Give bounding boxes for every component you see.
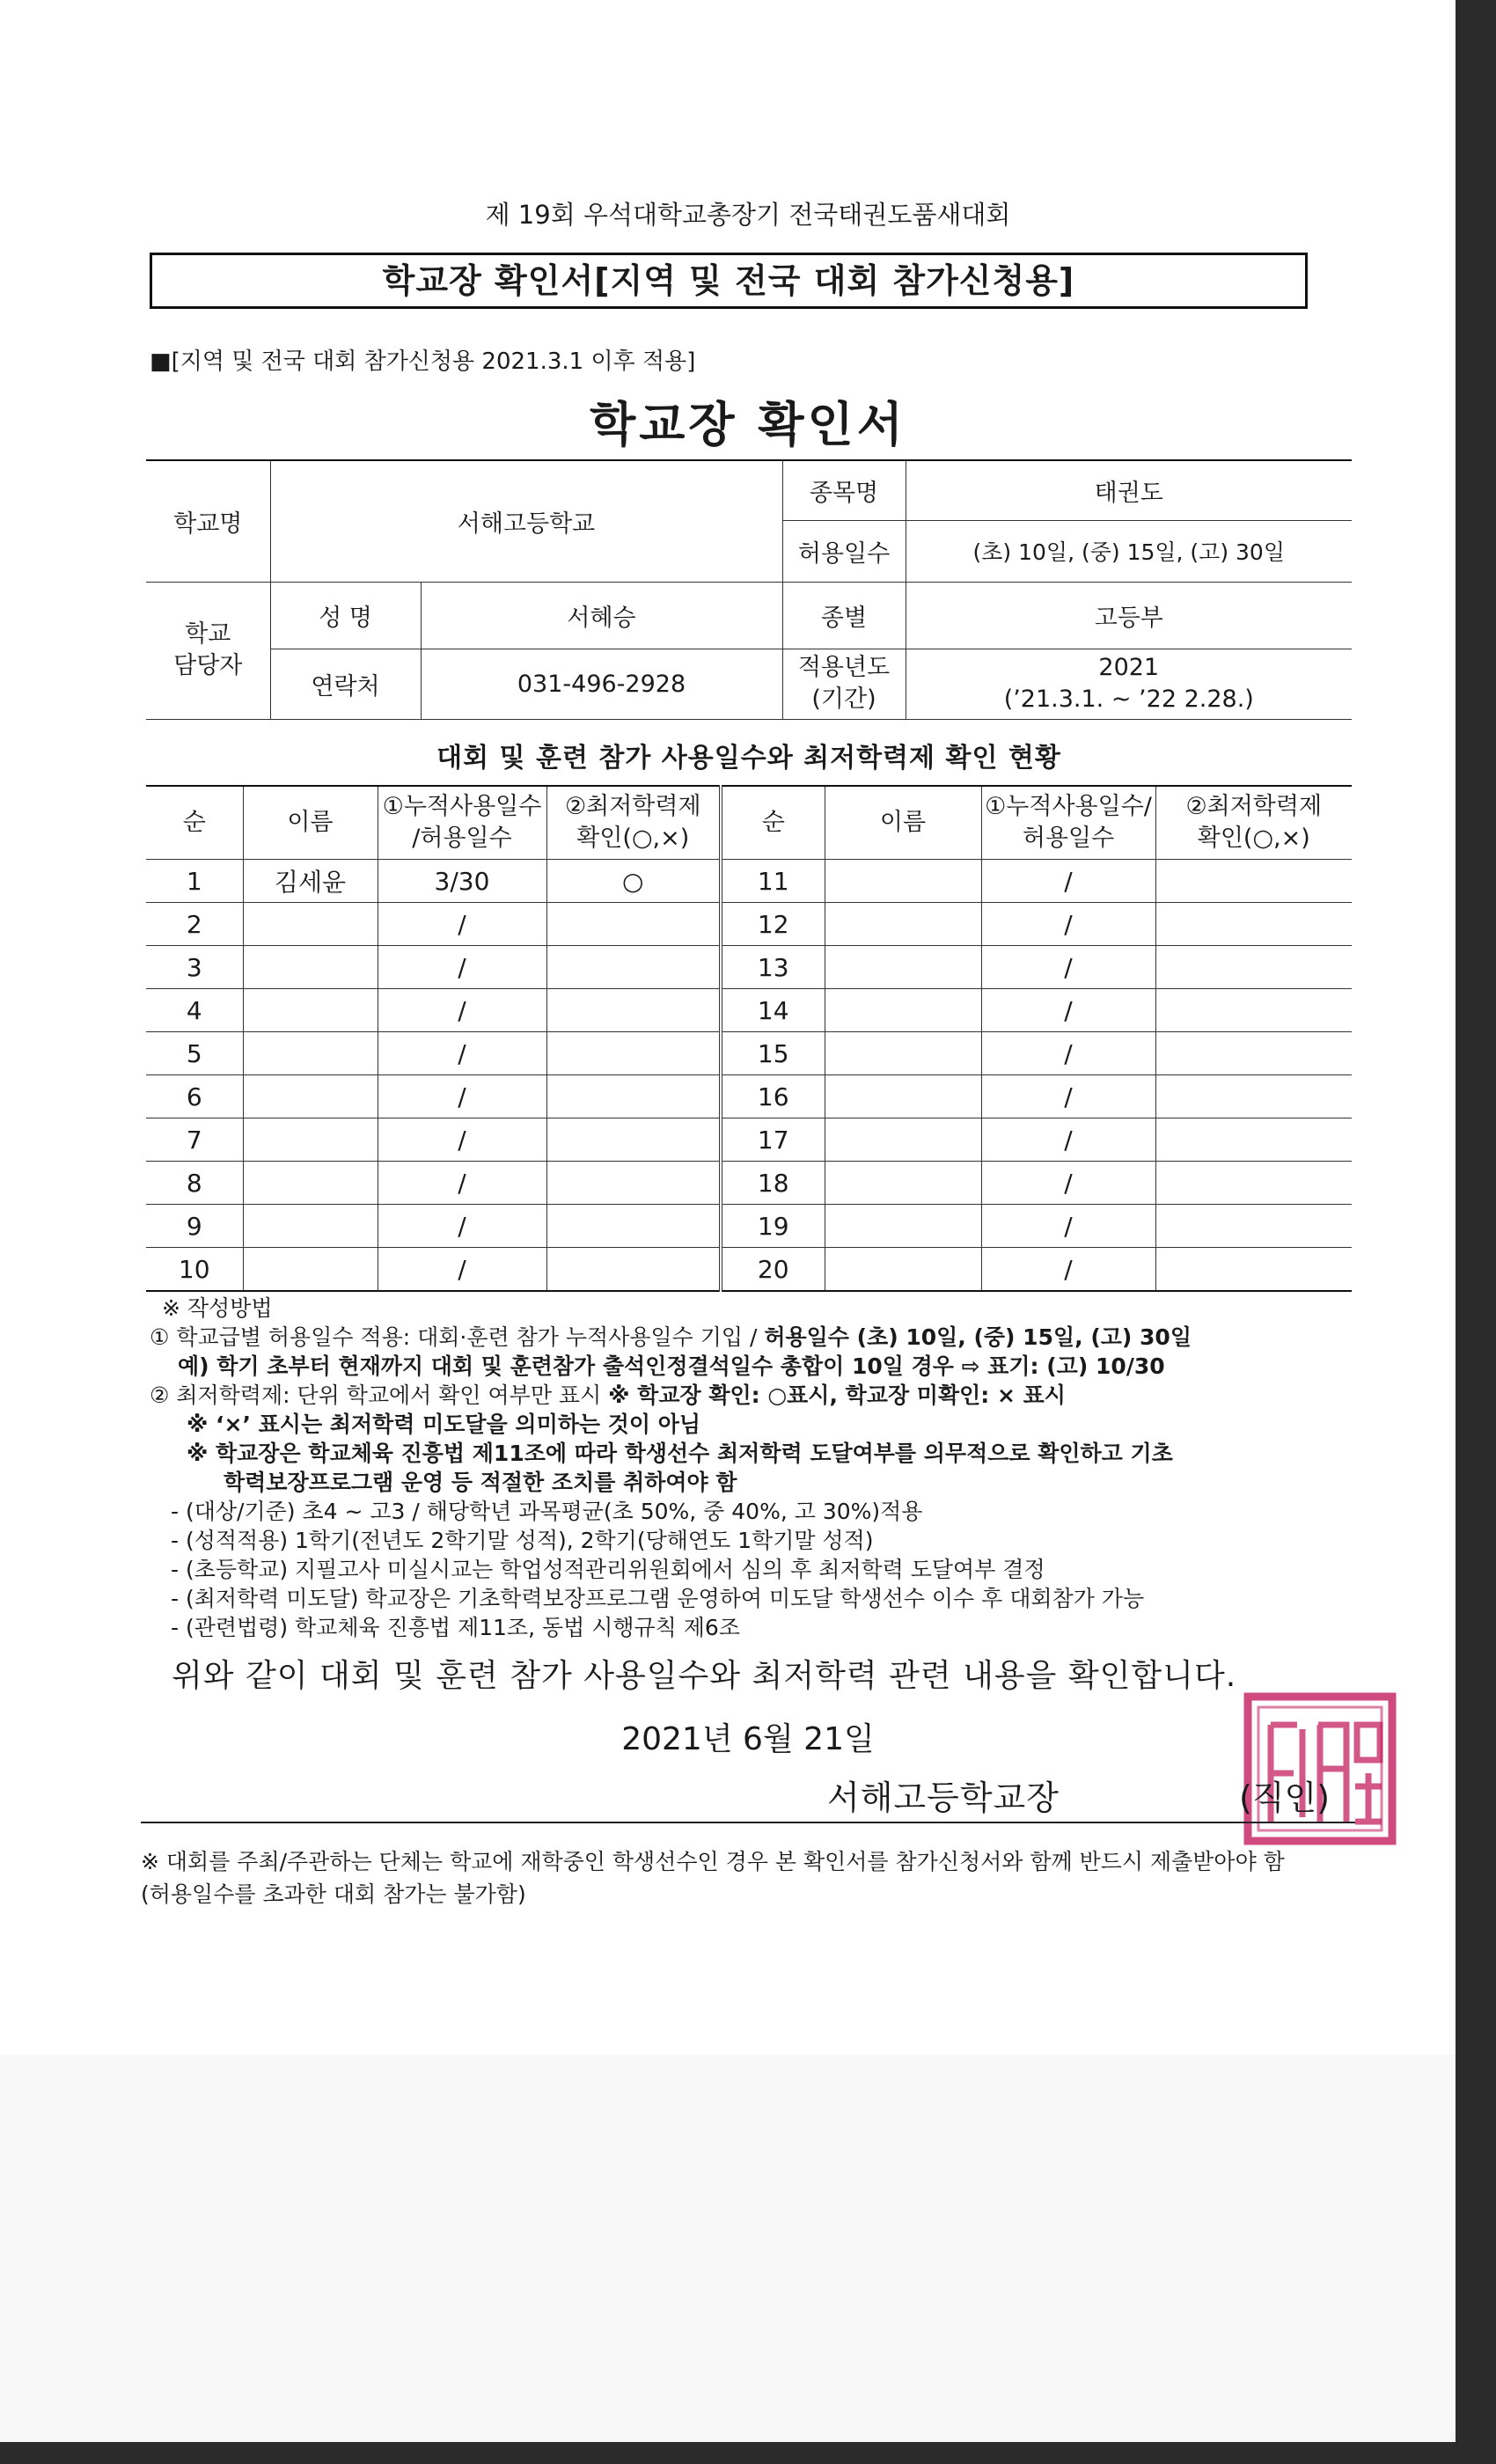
row-no-right: 19 — [721, 1205, 825, 1248]
row-no-right: 18 — [721, 1162, 825, 1205]
row-no: 10 — [146, 1248, 243, 1292]
scan-edge-right — [1456, 0, 1496, 2464]
note-4-line-2: 학력보장프로그램 운영 등 적절한 조치를 취하여야 함 — [224, 1470, 737, 1495]
row-min-right — [1155, 903, 1352, 946]
row-min-right — [1155, 1248, 1352, 1292]
header-name-right: 이름 — [825, 786, 981, 860]
header-min-2: 확인(○,×) — [576, 825, 690, 852]
detail-3: - (초등학교) 지필고사 미실시교는 학업성적관리위원회에서 심의 후 최저학력 도달여부 결정 — [171, 1557, 1045, 1582]
row-no-right: 15 — [721, 1032, 825, 1075]
note-2-b: ※ 학교장 확인: ○표시, 학교장 미확인: × 표시 — [608, 1382, 1066, 1408]
row-min-right — [1155, 1032, 1352, 1075]
row-min — [546, 903, 721, 946]
roster-row — [146, 860, 1352, 903]
row-min-right — [1155, 946, 1352, 989]
row-name — [243, 1118, 378, 1162]
row-name — [243, 946, 378, 989]
row-no: 3 — [146, 946, 243, 989]
header-min-1: ②최저학력제 — [564, 793, 701, 820]
row-no: 9 — [146, 1205, 243, 1248]
row-name — [243, 1162, 378, 1205]
row-days-right: / — [981, 946, 1155, 989]
row-min-right — [1155, 989, 1352, 1032]
row-no: 4 — [146, 989, 243, 1032]
row-no: 7 — [146, 1118, 243, 1162]
header-days-2: /허용일수 — [412, 825, 512, 852]
row-name — [243, 903, 378, 946]
row-name-right — [825, 1162, 981, 1205]
manager-label-2: 담당자 — [173, 652, 243, 679]
footnote-1: ※ 대회를 주최/주관하는 단체는 학교에 재학중인 학생선수인 경우 본 확인서를 참가신청서와 함께 반드시 제출받아야 함 — [141, 1849, 1285, 1874]
row-no-right: 17 — [721, 1118, 825, 1162]
row-min: ○ — [546, 860, 721, 903]
footnote-2: (허용일수를 초과한 대회 참가는 불가함) — [141, 1881, 526, 1907]
row-name-right — [825, 1205, 981, 1248]
school-seal — [1241, 1690, 1399, 1848]
header-days-1: ①누적사용일수 — [382, 793, 542, 820]
row-no-right: 20 — [721, 1248, 825, 1292]
detail-1: - (대상/기준) 초4 ~ 고3 / 해당학년 과목평균(초 50%, 중 40%, 고 30%)적용 — [171, 1499, 923, 1524]
row-min-right — [1155, 1118, 1352, 1162]
row-name-right — [825, 1118, 981, 1162]
row-min — [546, 1118, 721, 1162]
main-title: 학교장 확인서 — [590, 397, 906, 452]
row-min-right — [1155, 1162, 1352, 1205]
event-label: 종목명 — [782, 460, 906, 520]
row-days: / — [378, 989, 546, 1032]
name-label: 성 명 — [270, 582, 421, 649]
row-name-right — [825, 860, 981, 903]
row-name — [243, 989, 378, 1032]
row-min — [546, 989, 721, 1032]
status-title: 대회 및 훈련 참가 사용일수와 최저학력제 확인 현황 — [436, 743, 1061, 774]
row-name — [243, 1032, 378, 1075]
row-days-right: / — [981, 1118, 1155, 1162]
note-4-line-1: ※ 학교장은 학교체육 진흥법 제11조에 따라 학생선수 최저학력 도달여부를 의무적으로 확인하고 기초 — [187, 1441, 1173, 1466]
signature-divider — [141, 1822, 1355, 1823]
row-name — [243, 1205, 378, 1248]
allowed-days-label: 허용일수 — [782, 520, 906, 582]
school-label: 학교명 — [146, 460, 270, 582]
note-1-a: ① 학교급별 허용일수 적용: 대회·훈련 참가 누적사용일수 기입 / — [150, 1324, 765, 1350]
row-days-right: / — [981, 1075, 1155, 1118]
roster-row — [146, 1118, 1352, 1162]
row-no: 8 — [146, 1162, 243, 1205]
manager-label-1: 학교 — [185, 620, 231, 648]
note-2 — [150, 1381, 1066, 1410]
row-name-right — [825, 1032, 981, 1075]
header-no-right: 순 — [721, 786, 825, 860]
form-title: 학교장 확인서[지역 및 전국 대회 참가신청용] — [150, 253, 1308, 309]
note-2-a: ② 최저학력제: 단위 학교에서 확인 여부만 표시 — [150, 1382, 609, 1408]
seal-label: (직인) — [1239, 1778, 1331, 1817]
allowed-days-value: (초) 10일, (중) 15일, (고) 30일 — [906, 520, 1352, 582]
notes-heading: ※ 작성방법 — [162, 1295, 273, 1321]
row-min — [546, 1032, 721, 1075]
row-name — [243, 1075, 378, 1118]
row-name-right — [825, 946, 981, 989]
roster-row — [146, 1162, 1352, 1205]
header-days-right-1: ①누적사용일수/ — [985, 793, 1152, 820]
row-days: / — [378, 1075, 546, 1118]
contact-label: 연락처 — [270, 649, 421, 719]
row-min — [546, 1075, 721, 1118]
row-name-right — [825, 1248, 981, 1292]
header-min-right-2: 확인(○,×) — [1197, 825, 1310, 852]
row-no: 5 — [146, 1032, 243, 1075]
row-name: 김세윤 — [243, 860, 378, 903]
row-no: 2 — [146, 903, 243, 946]
row-name-right — [825, 1075, 981, 1118]
confirmation-text: 위와 같이 대회 및 훈련 참가 사용일수와 최저학력 관련 내용을 확인합니다. — [172, 1658, 1237, 1694]
row-days-right: / — [981, 860, 1155, 903]
row-days-right: / — [981, 903, 1155, 946]
header-no: 순 — [146, 786, 243, 860]
row-days: / — [378, 1032, 546, 1075]
row-days-right: / — [981, 1162, 1155, 1205]
row-days-right: / — [981, 989, 1155, 1032]
detail-4: - (최저학력 미도달) 학교장은 기초학력보장프로그램 운영하여 미도달 학생선수 이수 후 대회참가 가능 — [171, 1586, 1145, 1611]
detail-2: - (성적적용) 1학기(전년도 2학기말 성적), 2학기(당해연도 1학기말 성적) — [171, 1528, 874, 1553]
roster-row — [146, 989, 1352, 1032]
row-no: 6 — [146, 1075, 243, 1118]
school-info-table — [146, 459, 1352, 720]
contest-title: 제 19회 우석대학교총장기 전국태권도품새대회 — [485, 200, 1011, 230]
year-label — [782, 649, 906, 719]
row-name — [243, 1248, 378, 1292]
row-days-right: / — [981, 1205, 1155, 1248]
name-value: 서혜승 — [421, 582, 782, 649]
header-name: 이름 — [243, 786, 378, 860]
scope-note: ■[지역 및 전국 대회 참가신청용 2021.3.1 이후 적용] — [150, 348, 696, 375]
row-name-right — [825, 903, 981, 946]
roster-row — [146, 1248, 1352, 1292]
row-days: / — [378, 1118, 546, 1162]
roster-row — [146, 946, 1352, 989]
note-1 — [150, 1323, 1192, 1352]
row-days: / — [378, 1162, 546, 1205]
header-days-right-2: 허용일수 — [1022, 825, 1115, 852]
row-days: / — [378, 1205, 546, 1248]
row-min-right — [1155, 860, 1352, 903]
principal-name: 서해고등학교장 — [827, 1778, 1060, 1817]
row-min-right — [1155, 1075, 1352, 1118]
row-min — [546, 1205, 721, 1248]
row-no-right: 11 — [721, 860, 825, 903]
row-no-right: 16 — [721, 1075, 825, 1118]
note-3: ※ ‘×’ 표시는 최저학력 미도달을 의미하는 것이 아님 — [187, 1412, 701, 1437]
row-days: / — [378, 1248, 546, 1292]
row-min — [546, 1248, 721, 1292]
roster-table — [146, 785, 1352, 1292]
header-min — [546, 786, 721, 860]
header-min-right — [1155, 786, 1352, 860]
detail-5: - (관련법령) 학교체육 진흥법 제11조, 동법 시행규칙 제6조 — [171, 1615, 740, 1640]
row-no-right: 13 — [721, 946, 825, 989]
row-no-right: 12 — [721, 903, 825, 946]
year-period: (’21.3.1. ~ ’22 2.28.) — [1003, 686, 1254, 713]
division-value: 고등부 — [906, 582, 1352, 649]
division-label: 종별 — [782, 582, 906, 649]
row-name-right — [825, 989, 981, 1032]
year-value-cell — [906, 649, 1352, 719]
roster-row — [146, 1205, 1352, 1248]
row-min — [546, 1162, 721, 1205]
header-days — [378, 786, 546, 860]
year-label-1: 적용년도 — [797, 654, 891, 681]
row-days: / — [378, 903, 546, 946]
scan-margin-bottom — [0, 2055, 1456, 2464]
event-value: 태권도 — [906, 460, 1352, 520]
note-1-example-text: 예) 학기 초부터 현재까지 대회 및 훈련참가 출석인정결석일수 총합이 10일 경우 ⇨ 표기: (고) 10/30 — [178, 1353, 1165, 1379]
row-min — [546, 946, 721, 989]
roster-row — [146, 903, 1352, 946]
row-days-right: / — [981, 1032, 1155, 1075]
issue-date: 2021년 6월 21일 — [621, 1721, 875, 1757]
row-days: 3/30 — [378, 860, 546, 903]
header-min-right-1: ②최저학력제 — [1185, 793, 1323, 820]
year-label-2: (기간) — [811, 686, 876, 713]
row-no-right: 14 — [721, 989, 825, 1032]
row-days: / — [378, 946, 546, 989]
manager-label — [146, 582, 270, 719]
note-1-example — [178, 1352, 1165, 1381]
row-days-right: / — [981, 1248, 1155, 1292]
row-min-right — [1155, 1205, 1352, 1248]
contact-value: 031-496-2928 — [421, 649, 782, 719]
school-value: 서해고등학교 — [270, 460, 782, 582]
year-value: 2021 — [1098, 654, 1160, 681]
header-days-right — [981, 786, 1155, 860]
row-no: 1 — [146, 860, 243, 903]
roster-row — [146, 1032, 1352, 1075]
roster-row — [146, 1075, 1352, 1118]
scan-edge-bottom — [0, 2442, 1496, 2464]
roster-body — [146, 860, 1352, 1292]
note-1-b: 허용일수 (초) 10일, (중) 15일, (고) 30일 — [764, 1324, 1192, 1350]
